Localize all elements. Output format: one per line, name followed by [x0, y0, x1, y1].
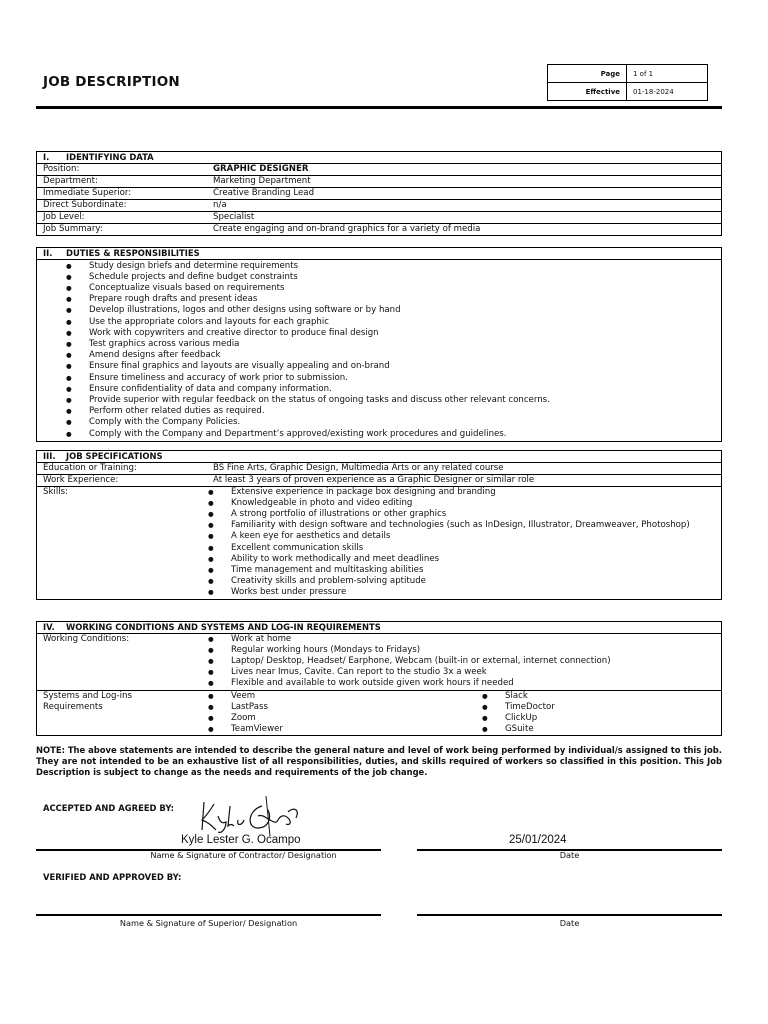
- superior-caption: Name & Signature of Superior/ Designation: [119, 918, 298, 928]
- data-row-direct-subordinate: [37, 200, 721, 212]
- list-item: ● A strong portfolio of illustrations or other graphics: [205, 509, 721, 520]
- row-label: Position:: [43, 163, 80, 174]
- section-header: [37, 622, 721, 634]
- superior-signature-line: [36, 914, 381, 916]
- verified-label: VERIFIED AND APPROVED BY:: [43, 872, 182, 882]
- row-value: GRAPHIC DESIGNER: [213, 163, 309, 174]
- data-row-job-summary: [37, 224, 721, 236]
- systems-list-right: [447, 691, 721, 736]
- row-value: Create engaging and on-brand graphics for a variety of media: [213, 223, 481, 234]
- section-title: WORKING CONDITIONS AND SYSTEMS AND LOG-IN REQUIREMENTS: [66, 622, 381, 632]
- row-value: n/a: [213, 199, 227, 210]
- list-item: ● Regular working hours (Mondays to Fridays): [205, 645, 721, 656]
- list-item: ● Familiarity with design software and technologies (such as InDesign, Illustrator, Dreamweaver, Photoshop): [205, 520, 721, 531]
- data-row-education: [37, 463, 721, 475]
- data-row-experience: [37, 475, 721, 487]
- row-label: Immediate Superior:: [43, 187, 132, 198]
- systems-label-line-2: Requirements: [43, 701, 103, 712]
- contractor-caption: Name & Signature of Contractor/ Designation: [150, 850, 337, 860]
- list-item: ● Laptop/ Desktop, Headset/ Earphone, Webcam (built-in or external, internet connection): [205, 656, 721, 667]
- list-item: ● Ensure timeliness and accuracy of work prior to submission.: [37, 373, 721, 384]
- effective-label: Effective: [548, 83, 627, 101]
- duties-list: [37, 260, 721, 441]
- conditions-list: [205, 634, 721, 690]
- row-label: Job Level:: [43, 211, 85, 222]
- data-row-working-conditions: [37, 634, 721, 691]
- job-specifications-section: [36, 450, 722, 600]
- date-caption: Date: [559, 918, 580, 928]
- data-row-job-level: [37, 212, 721, 224]
- signed-date: 25/01/2024: [509, 834, 567, 846]
- page-value: 1 of 1: [627, 65, 708, 83]
- list-item: ● ClickUp: [479, 713, 721, 724]
- list-item: ● Extensive experience in package box designing and branding: [205, 487, 721, 498]
- row-label: Work Experience:: [43, 474, 119, 485]
- list-item: ● Conceptualize visuals based on requirements: [37, 283, 721, 294]
- disclaimer-note: NOTE: The above statements are intended to describe the general nature and level of work being performed by individual/s assigned to this job. They are not intended to be an exhaustive list of all responsibilities, duties, and skills required of workers so classified in this position. This Job Description is subject to change as the needs and requirements of the job change.: [36, 745, 722, 778]
- list-item: ● Work at home: [205, 634, 721, 645]
- section-header: [37, 451, 721, 463]
- list-item: ● Provide superior with regular feedback on the status of ongoing tasks and discuss other relevant concerns.: [37, 395, 721, 406]
- section-number: III.: [43, 451, 56, 461]
- list-item: ● Amend designs after feedback: [37, 350, 721, 361]
- header-divider: [36, 106, 722, 109]
- list-item: ● TeamViewer: [205, 724, 447, 735]
- list-item: ● Knowledgeable in photo and video editing: [205, 498, 721, 509]
- document-title: JOB DESCRIPTION: [43, 74, 180, 90]
- identifying-data-section: [36, 151, 722, 236]
- data-row-position: [37, 164, 721, 176]
- list-item: ● Work with copywriters and creative director to produce final design: [37, 328, 721, 339]
- list-item: ● Schedule projects and define budget constraints: [37, 272, 721, 283]
- date-caption: Date: [559, 850, 580, 860]
- row-label: Skills:: [43, 486, 68, 497]
- list-item: ● Study design briefs and determine requirements: [37, 261, 721, 272]
- data-row-department: [37, 176, 721, 188]
- section-number: I.: [43, 152, 50, 162]
- row-label: Direct Subordinate:: [43, 199, 127, 210]
- list-item: ● Ensure confidentiality of data and company information.: [37, 384, 721, 395]
- handwritten-signature: [196, 796, 306, 836]
- list-item: ● Creativity skills and problem-solving aptitude: [205, 576, 721, 587]
- row-value: Creative Branding Lead: [213, 187, 315, 198]
- row-label: [37, 691, 205, 736]
- section-title: IDENTIFYING DATA: [66, 152, 154, 162]
- list-item: ● A keen eye for aesthetics and details: [205, 531, 721, 542]
- row-label: Working Conditions:: [43, 633, 130, 644]
- duties-section: [36, 247, 722, 442]
- page-label: Page: [548, 65, 627, 83]
- list-item: ● Prepare rough drafts and present ideas: [37, 294, 721, 305]
- effective-value: 01-18-2024: [627, 83, 708, 101]
- row-value: BS Fine Arts, Graphic Design, Multimedia Arts or any related course: [213, 462, 504, 473]
- row-value: Specialist: [213, 211, 255, 222]
- working-conditions-section: [36, 621, 722, 736]
- list-item: ● Zoom: [205, 713, 447, 724]
- skills-list: [205, 487, 721, 599]
- section-title: JOB SPECIFICATIONS: [66, 451, 163, 461]
- data-row-skills: [37, 487, 721, 599]
- list-item: ● Ability to work methodically and meet deadlines: [205, 554, 721, 565]
- data-row-systems: [37, 691, 721, 736]
- list-item: ● Test graphics across various media: [37, 339, 721, 350]
- document-meta-table: [547, 64, 708, 101]
- row-value: Marketing Department: [213, 175, 311, 186]
- systems-list-left: [205, 691, 447, 736]
- systems-label-line-1: Systems and Log-ins: [43, 690, 132, 701]
- systems-cell: [205, 691, 721, 736]
- list-item: ● Lives near Imus, Cavite. Can report to the studio 3x a week: [205, 667, 721, 678]
- list-item: ● Perform other related duties as required.: [37, 406, 721, 417]
- list-item: ● Works best under pressure: [205, 587, 721, 598]
- data-row-immediate-superior: [37, 188, 721, 200]
- list-item: ● TimeDoctor: [479, 702, 721, 713]
- signer-name: Kyle Lester G. Ocampo: [181, 834, 301, 846]
- list-item: ● Time management and multitasking abilities: [205, 565, 721, 576]
- section-header: [37, 248, 721, 260]
- row-label: Job Summary:: [43, 223, 103, 234]
- row-value: At least 3 years of proven experience as a Graphic Designer or similar role: [213, 474, 535, 485]
- skills-cell: [205, 487, 721, 599]
- list-item: ● Flexible and available to work outside given work hours if needed: [205, 678, 721, 689]
- list-item: ● Use the appropriate colors and layouts for each graphic: [37, 317, 721, 328]
- superior-date-line: [417, 914, 722, 916]
- list-item: ● GSuite: [479, 724, 721, 735]
- list-item: ● Comply with the Company and Department’s approved/existing work procedures and guidelines.: [37, 429, 721, 440]
- conditions-cell: [205, 634, 721, 690]
- row-label: Education or Training:: [43, 462, 137, 473]
- section-number: II.: [43, 248, 53, 258]
- list-item: ● Ensure final graphics and layouts are visually appealing and on-brand: [37, 361, 721, 372]
- list-item: ● Veem: [205, 691, 447, 702]
- row-label: Department:: [43, 175, 98, 186]
- list-item: ● Slack: [479, 691, 721, 702]
- list-item: ● Comply with the Company Policies.: [37, 417, 721, 428]
- list-item: ● Excellent communication skills: [205, 543, 721, 554]
- section-number: IV.: [43, 622, 55, 632]
- section-header: [37, 152, 721, 164]
- list-item: ● LastPass: [205, 702, 447, 713]
- accepted-label: ACCEPTED AND AGREED BY:: [43, 803, 175, 813]
- section-title: DUTIES & RESPONSIBILITIES: [66, 248, 200, 258]
- list-item: ● Develop illustrations, logos and other designs using software or by hand: [37, 305, 721, 316]
